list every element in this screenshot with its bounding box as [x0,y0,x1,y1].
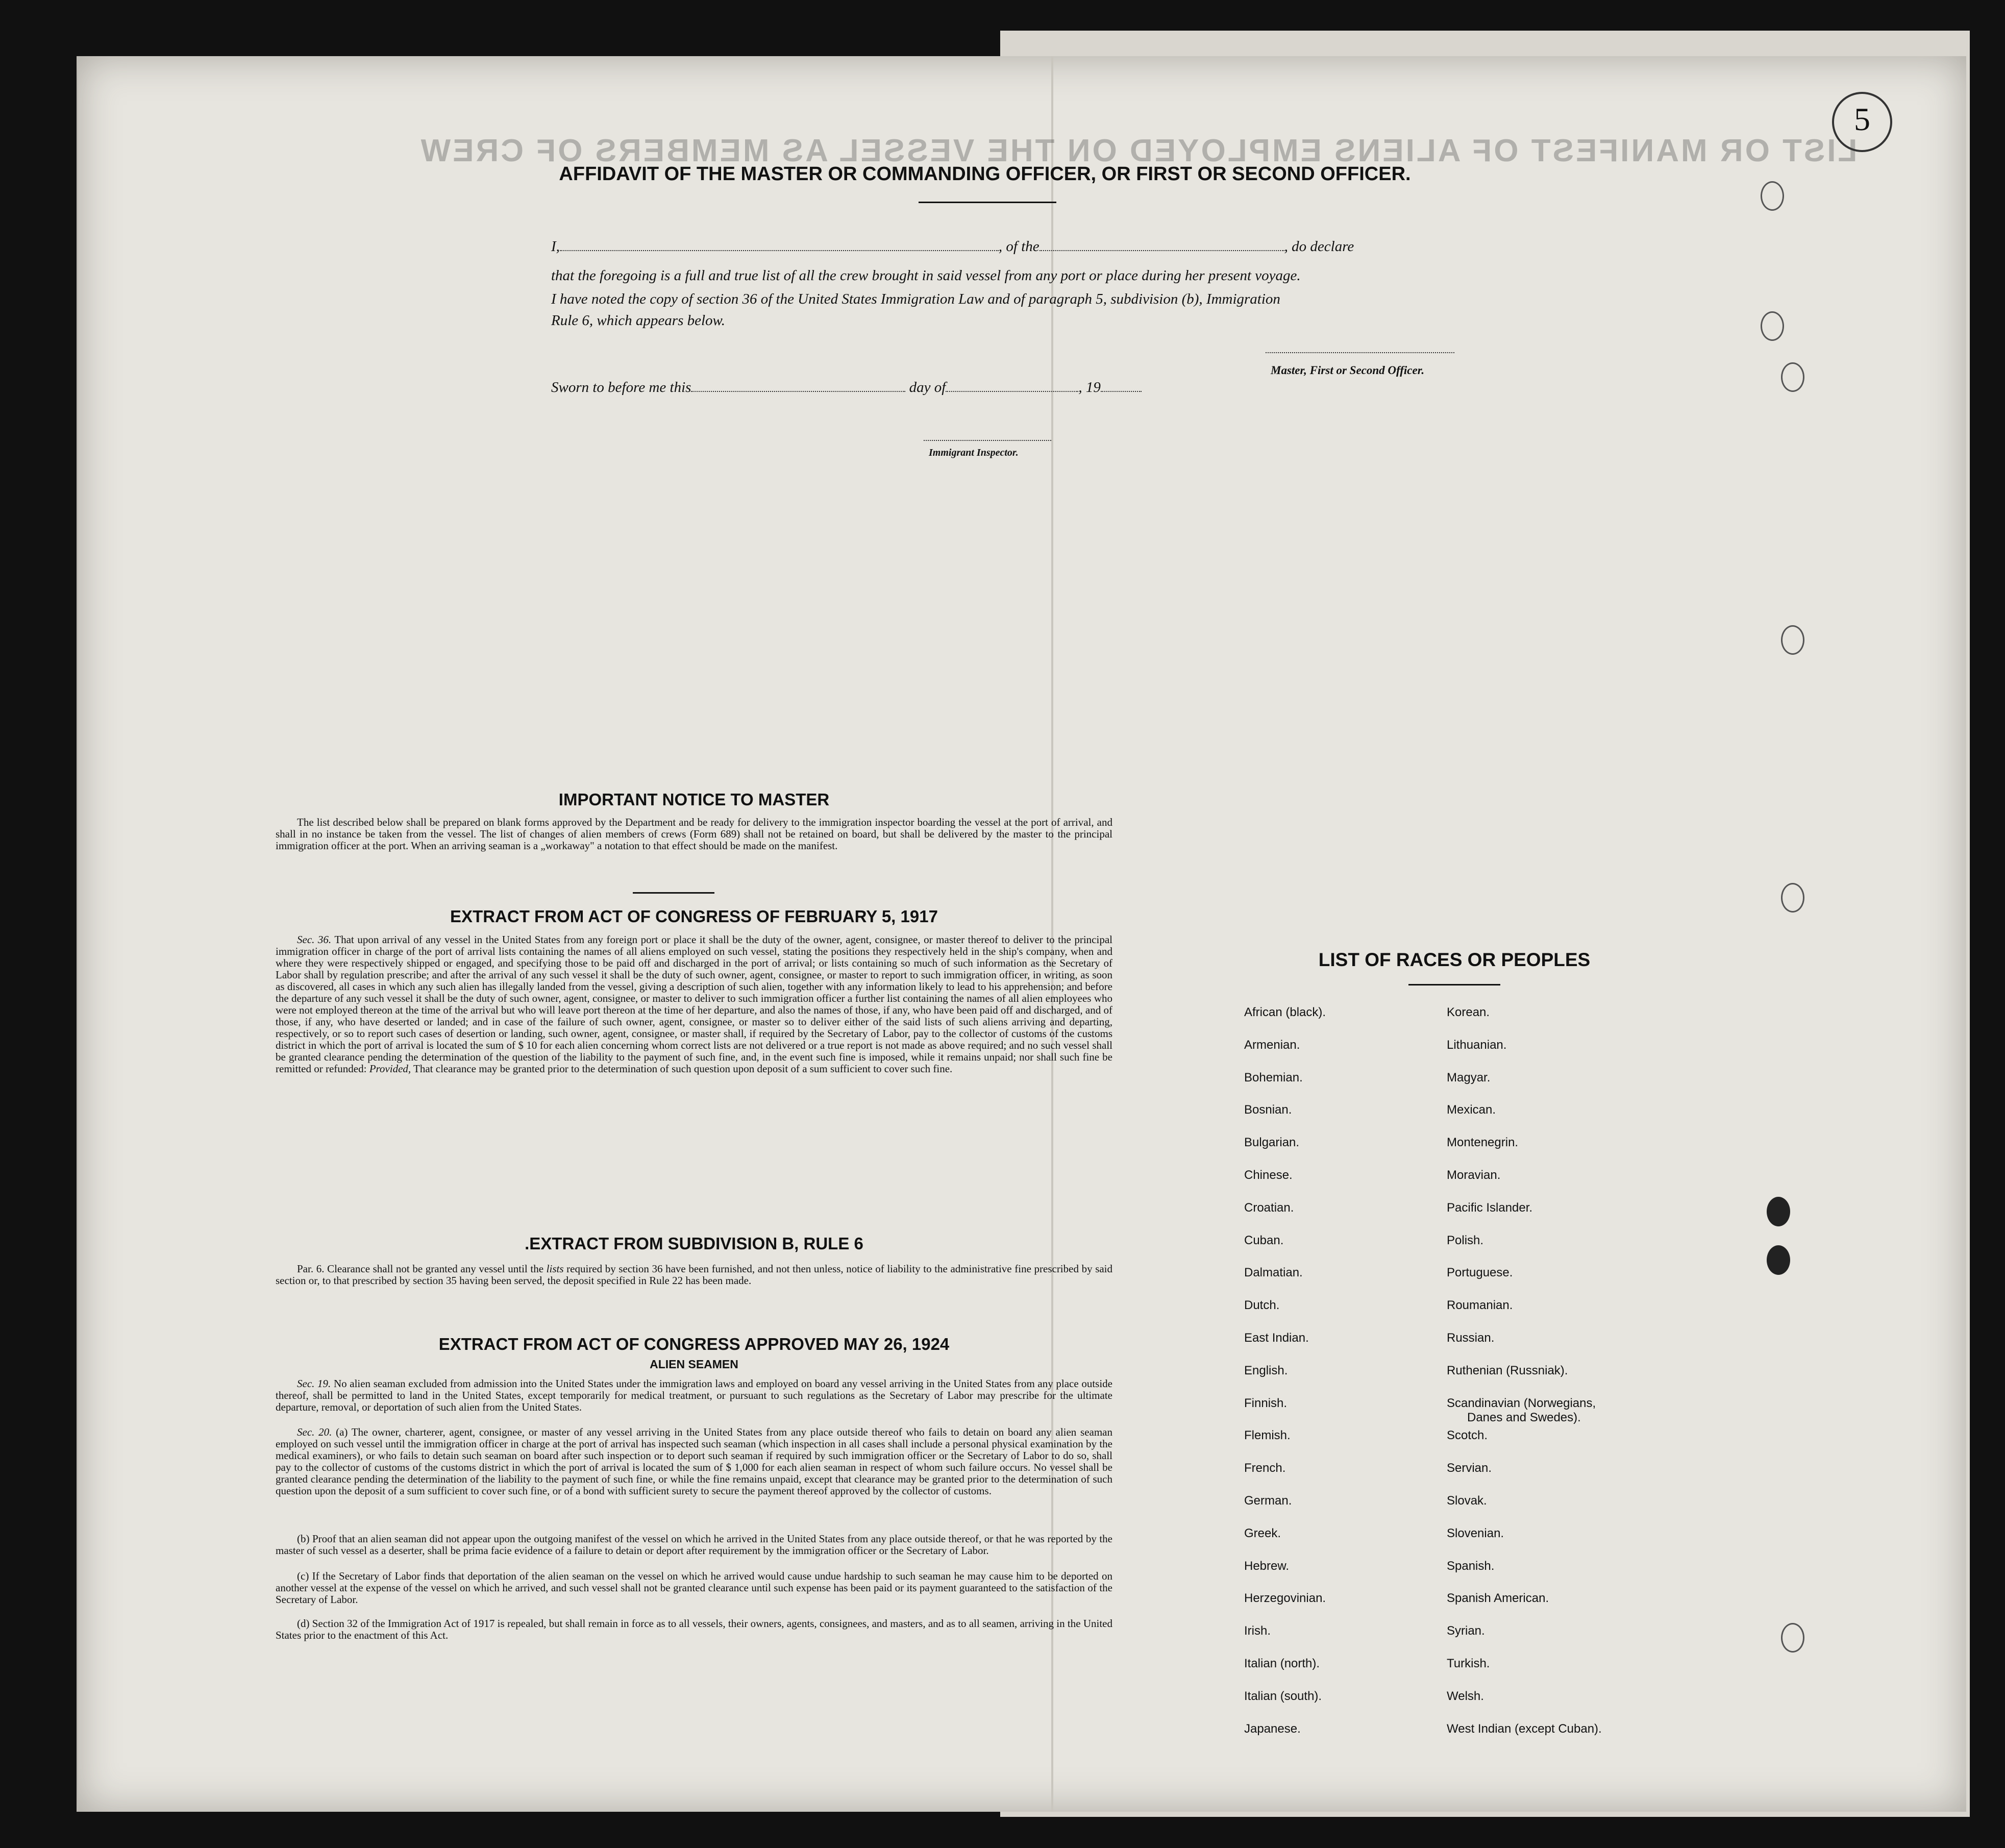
declaration-line-2: that the foregoing is a full and true list of all the crew brought in said vessel from any port or place during her present voyage. [551,267,1301,284]
race-item-right: Turkish. [1447,1657,1490,1670]
sworn-line [551,379,1142,396]
important-notice-body: The list described below shall be prepared on blank forms approved by the Department and be ready for delivery to the immigration inspector boarding the vessel at the port of arrival, and shall in no instance be taken from the vessel. The list of changes of alien members of crews (Form 689) shall not be retained on board, but shall be delivered by the master to the principal immigration officer at the port. When an arriving seaman is a „workaway" a notation to that effect should be made on the manifest. [276,816,1112,852]
sec20a-body: (a) The owner, charterer, agent, consignee, or master of any vessel arriving in the United States from any place outside thereof who fails to detain on board any alien seaman employed on such vessel until the immigration officer in charge at the port of arrival has inspected such seaman (which inspection in all cases shall include a personal physical examination by the medical examiners), or who fails to detain such seaman on board after such inspection or to deport such seaman if required by such immigration officer or the Secretary of Labor to do so, shall pay to the collector of customs of the customs district in which the port of arrival is located the sum of $ 1,000 for each alien seaman in respect of whom such failure occurs. No vessel shall be granted clearance pending the determination of the liability to the payment of such fine, or while the fine remains unpaid, except that clearance may be granted prior to the determination of such question upon the deposit of a sum sufficient to cover such fine, or of a bond with sufficient surety to secure the payment thereof approved by the collector of customs. [276,1426,1112,1497]
race-item-left: French. [1244,1461,1286,1475]
extract-rule6-title: .EXTRACT FROM SUBDIVISION B, RULE 6 [525,1234,863,1253]
important-notice-title: IMPORTANT NOTICE TO MASTER [558,790,830,809]
sworn-year-field[interactable] [1101,379,1142,392]
race-item-left: Cuban. [1244,1233,1284,1247]
inspector-signature-field[interactable] [924,440,1051,441]
race-item-left: Greek. [1244,1526,1281,1540]
race-item-right: Roumanian. [1447,1298,1513,1313]
sec20-label: Sec. 20. [297,1426,332,1438]
bleed-through-title: LIST OR MANIFEST OF ALIENS EMPLOYED ON THE VESSEL AS MEMBERS OF CREW [418,133,1858,168]
race-item-left: Bosnian. [1244,1103,1292,1117]
race-item-right: Danes and Swedes). [1467,1410,1581,1424]
par6-body-b: required by section 36 have been furnished, and not then unless, notice of liability to the administrative fine prescribed by said section or, to that prescribed by section 35 having been served, the deposit specified in Rule 22 has been made. [276,1263,1113,1287]
race-item-right: Spanish American. [1447,1591,1549,1606]
sec20c-body: (c) If the Secretary of Labor finds that deportation of the alien seaman on the vessel on which he arrived would cause undue hardship to such seaman he may cause him to be deported on another vessel at the expense of the vessel on which he arrived, and such vessel shall not be granted clearance until such expense has been paid or its payment guaranteed to the satisfaction of the Secretary of Labor. [276,1570,1112,1606]
race-item-left: Japanese. [1244,1721,1301,1736]
lists-word: lists [546,1263,564,1275]
race-item-right: Polish. [1447,1233,1484,1247]
declarant-name-field[interactable] [560,238,999,251]
alien-seamen-subtitle: ALIEN SEAMEN [650,1358,738,1371]
section-36-body: That upon arrival of any vessel in the United States from any foreign port or place it shall be the duty of the owner, agent, consignee, or master thereof to deliver to the principal immigration officer in charge of the port of arrival lists containing the names of all aliens employed on such vessel, stating the positions they respectively held in the ship's company, when and where they were respectively shipped or engaged, and specifying those to be paid off and discharged in the port of arrival; or lists containing so much of such information as the Secretary of Labor shall by regulation prescribe; and after the arrival of any such vessel it shall be the duty of such owner, agent, consignee, or master to report to such immigration officer, in writing, as soon as discovered, all cases in which any such alien has illegally landed from the vessel, giving a description of such alien, together with any information likely to lead to his apprehension; and before the departure of any such vessel it shall be the duty of such owner, agent, consignee, or master to deliver to such immigration officer a further list containing the names of all alien employees who were not employed thereon at the time of the arrival but who will leave port thereon at the time of her departure, and also the names of those, if any, who have been paid off and discharged, and of those, if any, who have deserted or landed; and in case of the failure of such owner, agent, consignee, or master so to deliver either of the said lists of such aliens arriving and departing, respectively, or so to report such cases of desertion or landing, such owner, agent, consignee, or master shall, if required by the Secretary of Labor, pay to the collector of customs of the customs district in which the port of arrival is located the sum of $ 10 for each alien concerning whom correct lists are not delivered or a true report is not made as above required; and no such vessel shall be granted clearance pending the determination of the question of the liability to the payment of such fine, and, in the event such fine is imposed, while it remains unpaid; nor shall such fine be remitted or refunded: [276,933,1112,1075]
extract-rule6-text [276,1263,1112,1287]
extract-1924-sec20a [276,1426,1112,1497]
punch-hole [1781,625,1804,655]
race-item-left: Chinese. [1244,1168,1293,1182]
sworn-day-field[interactable] [691,379,905,392]
master-signature-field[interactable] [1266,352,1454,353]
race-item-right: Syrian. [1447,1624,1485,1638]
declaration-line-3: I have noted the copy of section 36 of the United States Immigration Law and of paragraph 5, subdivision (b), Immigration [551,291,1280,307]
important-notice-text [276,817,1112,852]
declaration-i-label: I, [551,238,560,255]
punch-hole [1767,1245,1790,1275]
extract-1924-sec19 [276,1378,1112,1413]
race-item-right: Montenegrin. [1447,1136,1519,1150]
race-item-left: Armenian. [1244,1038,1300,1052]
punch-hole [1761,181,1784,211]
sheet-number-mark: 5 [1832,92,1892,152]
vessel-name-field[interactable] [1039,238,1284,251]
race-item-left: Finnish. [1244,1396,1288,1410]
race-item-left: Herzegovinian. [1244,1591,1326,1606]
sworn-label: Sworn to before me this [551,379,691,396]
race-item-right: Servian. [1447,1461,1492,1475]
punch-hole [1781,362,1804,392]
race-item-right: Spanish. [1447,1559,1495,1573]
provided-word: Provided, [369,1063,411,1075]
section-36-proviso: That clearance may be granted prior to the determination of such question upon deposit of a sum sufficient to cover such fine. [413,1063,953,1075]
sec20d-body: (d) Section 32 of the Immigration Act of 1917 is repealed, but shall remain in force as to all vessels, their owners, agents, consignees, and masters, and as to all seamen, arriving in the United States prior to the enactment of this Act. [276,1617,1112,1641]
punch-hole [1767,1197,1790,1226]
sec19-label: Sec. 19. [297,1377,331,1390]
race-item-left: African (black). [1244,1005,1326,1019]
year-label: , 19 [1078,379,1101,396]
punch-hole [1761,311,1784,341]
extract-1924-sec20d [276,1618,1112,1641]
race-item-left: Dutch. [1244,1298,1280,1313]
race-item-right: Portuguese. [1447,1266,1513,1280]
day-of-label: day of [909,379,946,396]
par6-body-a: Clearance shall not be granted any vessel until the [327,1263,544,1275]
race-item-left: English. [1244,1363,1288,1377]
race-item-left: Croatian. [1244,1200,1294,1215]
sec20b-body: (b) Proof that an alien seaman did not appear upon the outgoing manifest of the vessel on which he arrived in the United States from any place outside thereof, or that he was reported by the master of such vessel as a deserter, shall be prima facie evidence of a failure to detain or deport after requirement by the immigration officer or the Secretary of Labor. [276,1533,1112,1557]
race-item-right: Mexican. [1447,1103,1496,1117]
declaration-line-4: Rule 6, which appears below. [551,312,725,329]
races-title: LIST OF RACES OR PEOPLES [1318,949,1591,970]
par6-label: Par. 6. [297,1263,325,1275]
race-item-left: Dalmatian. [1244,1266,1303,1280]
race-item-left: Irish. [1244,1624,1271,1638]
sec19-body: No alien seaman excluded from admission into the United States under the immigration laws and employed on board any vessel arriving in the United States from any place outside thereof, shall be permitted to land in the United States, except temporarily for medical treatment, or pursuant to such regulations as the Secretary of Labor may prescribe for the ultimate departure, removal, or deportation of such alien from the United States. [276,1377,1112,1413]
race-item-right: Scotch. [1447,1428,1488,1443]
punch-hole [1781,883,1804,913]
race-item-right: Lithuanian. [1447,1038,1507,1052]
race-item-right: Pacific Islander. [1447,1200,1533,1215]
extract-1917-title: EXTRACT FROM ACT OF CONGRESS OF FEBRUARY 5, 1917 [450,907,938,926]
race-item-right: Korean. [1447,1005,1490,1019]
extract-1917-text [276,934,1112,1075]
race-item-right: Welsh. [1447,1689,1484,1703]
race-item-left: Italian (south). [1244,1689,1322,1703]
sworn-month-field[interactable] [946,379,1078,392]
do-declare-label: , do declare [1284,238,1354,255]
punch-hole [1781,1623,1804,1653]
race-item-left: Italian (north). [1244,1657,1320,1670]
master-caption: Master, First or Second Officer. [1271,364,1425,377]
race-item-left: East Indian. [1244,1331,1309,1345]
divider [919,202,1056,203]
extract-1924-sec20c [276,1570,1112,1606]
race-item-left: Flemish. [1244,1428,1291,1443]
race-item-right: West Indian (except Cuban). [1447,1721,1602,1736]
of-the-label: , of the [998,238,1039,255]
inspector-caption: Immigrant Inspector. [929,447,1019,458]
declaration-line [551,238,1354,255]
race-item-right: Ruthenian (Russniak). [1447,1363,1568,1377]
affidavit-title: AFFIDAVIT OF THE MASTER OR COMMANDING OFFICER, OR FIRST OR SECOND OFFICER. [559,163,1411,185]
extract-1924-sec20b [276,1533,1112,1557]
race-item-right: Slovenian. [1447,1526,1504,1540]
race-item-right: Scandinavian (Norwegians, [1447,1396,1596,1410]
section-36-label: Sec. 36. [297,933,332,946]
race-item-right: Magyar. [1447,1070,1491,1085]
divider [633,892,714,894]
extract-1924-title: EXTRACT FROM ACT OF CONGRESS APPROVED MAY 26, 1924 [438,1335,950,1353]
race-item-left: Hebrew. [1244,1559,1290,1573]
race-item-right: Russian. [1447,1331,1495,1345]
divider [1408,984,1500,985]
race-item-right: Slovak. [1447,1494,1487,1508]
race-item-right: Moravian. [1447,1168,1501,1182]
race-item-left: Bohemian. [1244,1070,1303,1085]
race-item-left: German. [1244,1494,1292,1508]
race-item-left: Bulgarian. [1244,1136,1300,1150]
